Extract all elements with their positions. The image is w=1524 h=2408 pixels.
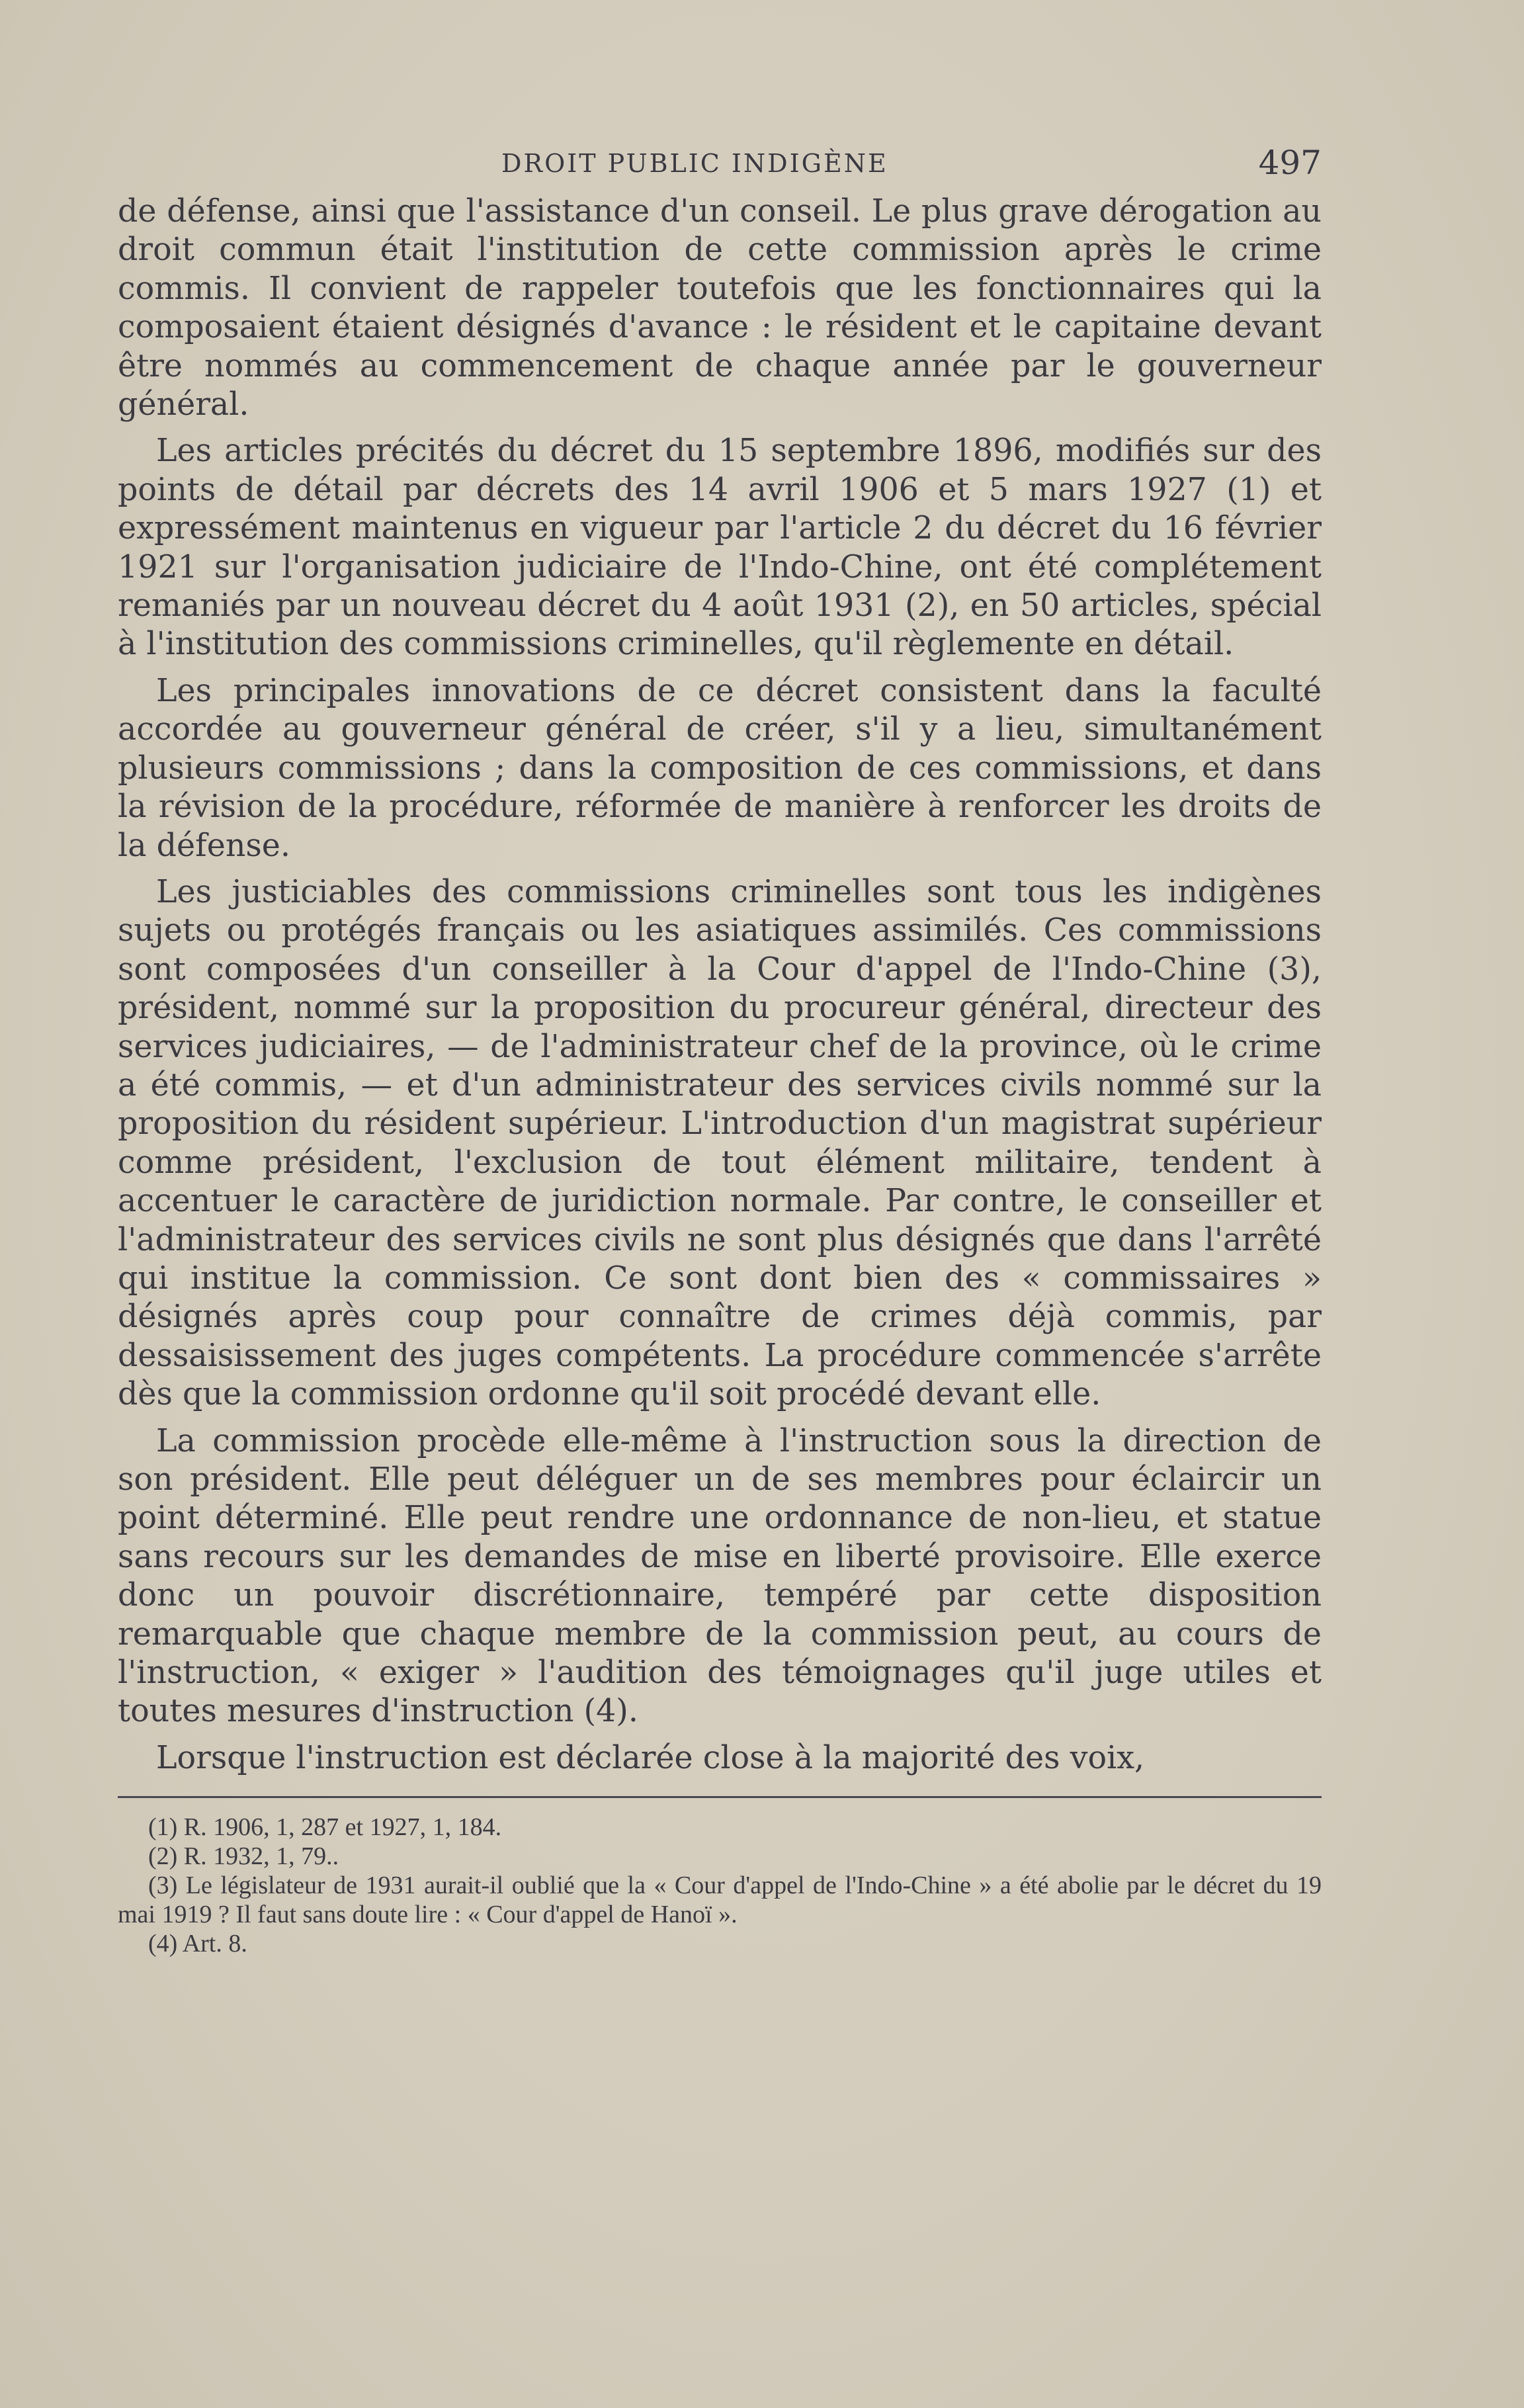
paragraph-1: de défense, ainsi que l'assistance d'un conseil. Le plus grave dérogation au droit commun était l'institution de cette commission après le crime commis. Il convient de rappeler toutefois que les fonctionnaires qui la composaient étaient désignés d'avance : le résident et le capitaine devant être nommés au commencement de chaque année par le gouverneur général.: [118, 193, 1322, 423]
footnote-4: (4) Art. 8.: [148, 1930, 247, 1958]
footnote-2: (2) R. 1932, 1, 79..: [148, 1842, 339, 1871]
paragraph-4: Les justiciables des commissions criminelles sont tous les indigènes sujets ou protégés français ou les asiatiques assimilés. Ces commissions sont composées d'un conseiller à la Cour d'appel de l'Indo-Chine (3), président, nommé sur la proposition du procureur général, directeur des services judiciaires, — de l'administrateur chef de la province, où le crime a été commis, — et d'un administrateur des services civils nommé sur la proposition du résident supérieur. L'introduction d'un magistrat supérieur comme président, l'exclusion de tout élément militaire, tendent à accentuer le caractère de juridiction normale. Par contre, le conseiller et l'administrateur des services civils ne sont plus désignés que dans l'arrêté qui institue la commission. Ce sont dont bien des « commissaires » désignés après coup pour connaître de crimes déjà commis, par dessaisissement des juges compétents. La procédure commencée s'arrête dès que la commission ordonne qu'il soit procédé devant elle.: [118, 873, 1322, 1413]
paragraph-3: Les principales innovations de ce décret consistent dans la faculté accordée au gouverneur général de créer, s'il y a lieu, simultanément plusieurs commissions ; dans la composition de ces commissions, et dans la révision de la procédure, réformée de manière à renforcer les droits de la défense.: [118, 672, 1322, 864]
footnote-divider: [118, 1796, 1322, 1798]
footnote-3: (3) Le législateur de 1931 aurait-il oublié que la « Cour d'appel de l'Indo-Chine » a été abolie par le décret du 19 mai 1919 ? Il faut sans doute lire : « Cour d'appel de Hanoï ».: [118, 1871, 1322, 1929]
footnote-1: (1) R. 1906, 1, 287 et 1927, 1, 184.: [148, 1813, 502, 1842]
body-text: [118, 193, 1322, 1778]
footnotes: [118, 1813, 1322, 1958]
page-number: 497: [1258, 144, 1322, 182]
book-page: [118, 142, 1322, 1958]
paragraph-2: Les articles précités du décret du 15 septembre 1896, modifiés sur des points de détail par décrets des 14 avril 1906 et 5 mars 1927 (1) et expressément maintenus en vigueur par l'article 2 du décret du 16 février 1921 sur l'organisation judiciaire de l'Indo-Chine, ont été complétement remaniés par un nouveau décret du 4 août 1931 (2), en 50 articles, spécial à l'institution des commissions criminelles, qu'il règlemente en détail.: [118, 433, 1322, 663]
running-title: DROIT PUBLIC INDIGÈNE: [501, 149, 888, 178]
paragraph-6: Lorsque l'instruction est déclarée close à la majorité des voix,: [156, 1739, 1145, 1776]
running-head: [118, 142, 1322, 189]
paragraph-5: La commission procède elle-même à l'instruction sous la direction de son président. Elle peut déléguer un de ses membres pour éclaircir un point déterminé. Elle peut rendre une ordonnance de non-lieu, et statue sans recours sur les demandes de mise en liberté provisoire. Elle exerce donc un pouvoir discrétionnaire, tempéré par cette disposition remarquable que chaque membre de la commission peut, au cours de l'instruction, « exiger » l'audition des témoignages qu'il juge utiles et toutes mesures d'instruction (4).: [118, 1422, 1322, 1730]
